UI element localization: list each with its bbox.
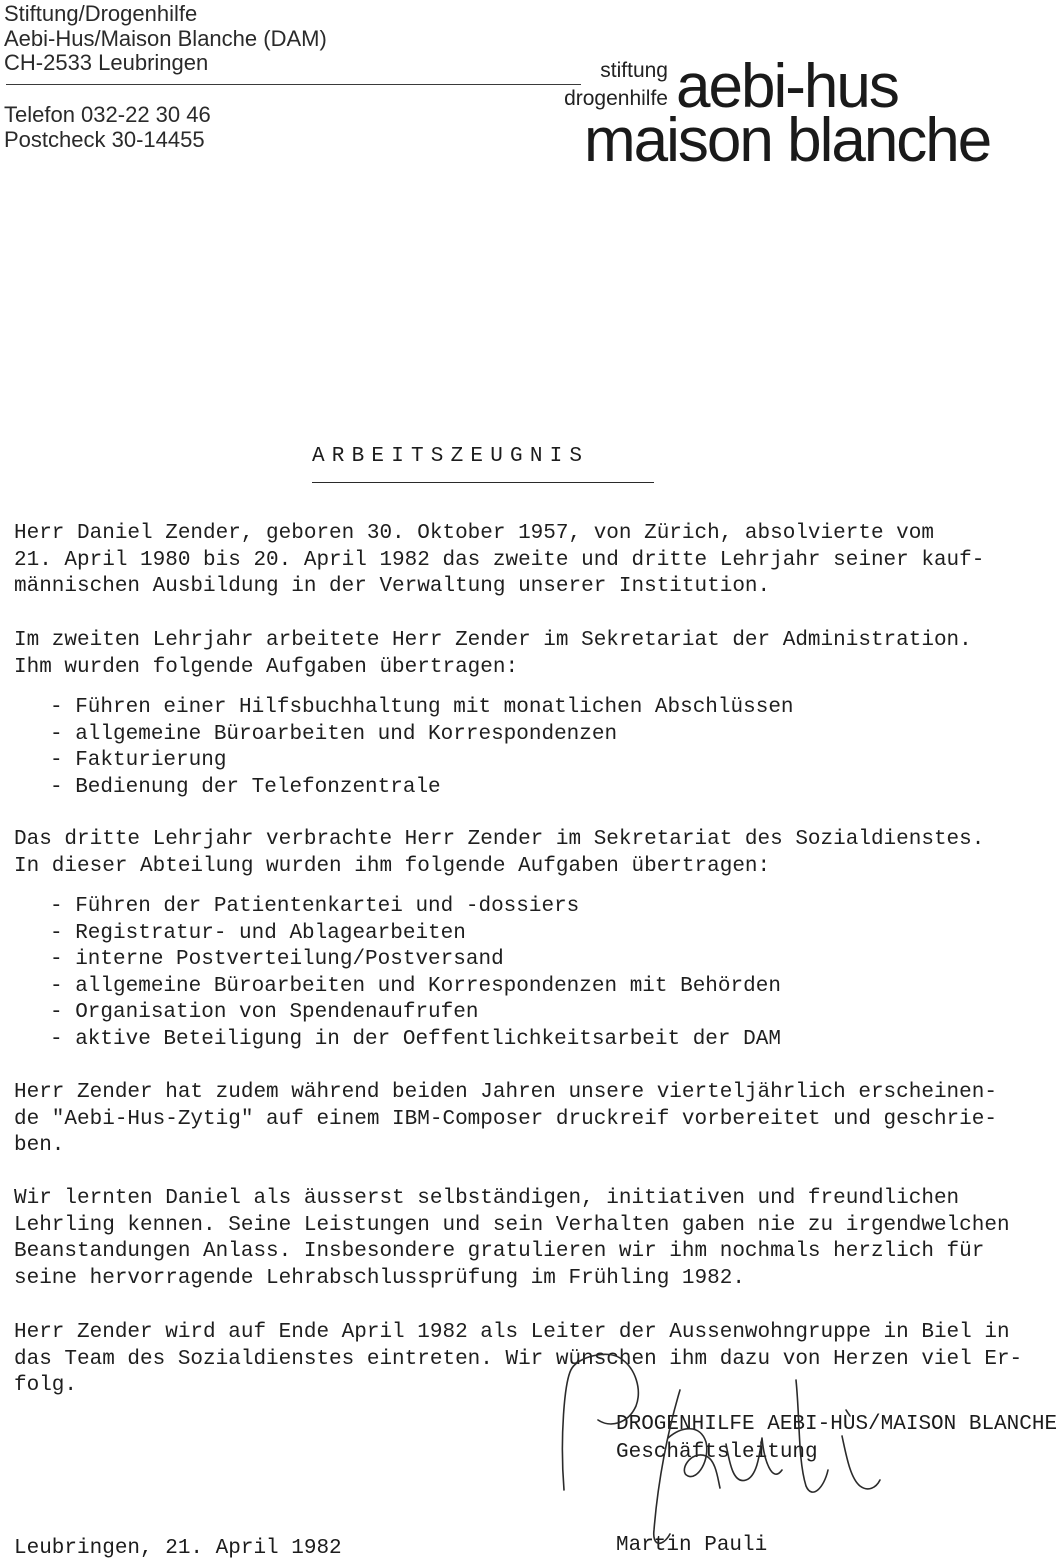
text-line: Das dritte Lehrjahr verbrachte Herr Zender im Sekretariat des Sozialdienstes.	[14, 828, 985, 851]
sender-line: Stiftung/Drogenhilfe	[4, 1, 198, 26]
header-divider	[6, 84, 581, 85]
logo-big-line-1: aebi-hus	[676, 52, 898, 121]
list-item: - aktive Beteiligung in der Oeffentlichkeitsarbeit der DAM	[50, 1027, 781, 1051]
text-line: Ihm wurden folgende Aufgaben übertragen:	[14, 655, 519, 679]
text-line: In dieser Abteilung wurden ihm folgende Aufgaben übertragen:	[14, 854, 771, 878]
document-title: ARBEITSZEUGNIS	[312, 445, 590, 468]
logo-small-line-2: drogenhilfe	[564, 87, 668, 110]
list-item: - allgemeine Büroarbeiten und Korrespondenzen	[50, 722, 618, 746]
list-item: - Fakturierung	[50, 749, 227, 773]
list-item: - Organisation von Spendenaufrufen	[50, 1001, 479, 1025]
paragraph-assessment	[14, 1186, 1054, 1292]
contact-phone: Telefon 032-22 30 46	[4, 102, 211, 127]
text-line: das Team des Sozialdienstes eintreten. Wir wünschen ihm dazu von Herzen viel Er-	[14, 1347, 1023, 1371]
list-item: - Bedienung der Telefonzentrale	[50, 775, 441, 799]
signer-name: Martin Pauli	[616, 1534, 768, 1557]
list-item: - interne Postverteilung/Postversand	[50, 948, 504, 972]
text-line: Herr Daniel Zender, geboren 30. Oktober 1957, von Zürich, absolvierte vom	[14, 522, 934, 545]
text-line: Im zweiten Lehrjahr arbeitete Herr Zender im Sekretariat der Administration.	[14, 629, 972, 652]
list-item: - Führen der Patientenkartei und -dossiers	[50, 895, 580, 918]
text-line: folg.	[14, 1374, 78, 1398]
logo-big-line-2: maison blanche	[584, 106, 991, 175]
task-list-year-3	[50, 894, 1058, 1054]
text-line: Herr Zender wird auf Ende April 1982 als Leiter der Aussenwohngruppe in Biel in	[14, 1321, 1010, 1344]
logo-small-line-1: stiftung	[600, 59, 668, 82]
text-line: 21. April 1980 bis 20. April 1982 das zweite und dritte Lehrjahr seiner kauf-	[14, 548, 985, 572]
text-line: männischen Ausbildung in der Verwaltung unserer Institution.	[14, 575, 771, 599]
contact-info	[4, 102, 211, 152]
text-line: Herr Zender hat zudem während beiden Jahren unsere vierteljährlich erscheinen-	[14, 1081, 997, 1104]
task-list-year-2	[50, 695, 1058, 801]
sender-address	[4, 2, 327, 76]
text-line: de "Aebi-Hus-Zytig" auf einem IBM-Composer druckreif vorbereitet und geschrie-	[14, 1107, 997, 1131]
text-line: Wir lernten Daniel als äusserst selbständigen, initiativen und freundlichen	[14, 1187, 960, 1210]
sender-line: CH-2533 Leubringen	[4, 50, 209, 75]
text-line: seine hervorragende Lehrabschlussprüfung im Frühling 1982.	[14, 1266, 745, 1290]
text-line: Beanstandungen Anlass. Insbesondere gratulieren wir ihm nochmals herzlich für	[14, 1240, 985, 1264]
closing-organization: DROGENHILFE AEBI-HUS/MAISON BLANCHE	[616, 1413, 1058, 1436]
closing-department: Geschäftsleitung	[616, 1441, 818, 1464]
list-item: - Führen einer Hilfsbuchhaltung mit monatlichen Abschlüssen	[50, 696, 794, 719]
paragraph-intro	[14, 521, 1054, 601]
text-line: ben.	[14, 1134, 65, 1158]
paragraph-year-2	[14, 628, 1054, 681]
text-line: Lehrling kennen. Seine Leistungen und sein Verhalten gaben nie zu irgendwelchen	[14, 1213, 1010, 1237]
list-item: - Registratur- und Ablagearbeiten	[50, 921, 466, 945]
contact-postcheck: Postcheck 30-14455	[4, 127, 205, 152]
paragraph-year-3	[14, 827, 1054, 880]
title-underline	[312, 482, 654, 483]
paragraph-newsletter	[14, 1080, 1054, 1160]
handwritten-signature	[550, 1320, 910, 1560]
place-and-date: Leubringen, 21. April 1982	[14, 1537, 342, 1560]
sender-line: Aebi-Hus/Maison Blanche (DAM)	[4, 25, 327, 51]
list-item: - allgemeine Büroarbeiten und Korrespondenzen mit Behörden	[50, 974, 781, 998]
